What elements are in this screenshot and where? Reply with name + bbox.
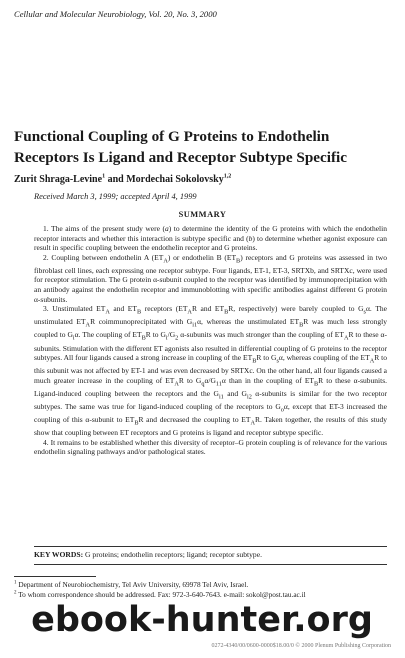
author-line [14, 174, 231, 185]
summary-heading: SUMMARY [178, 210, 227, 219]
author-name: Zurit Shraga-Levine [14, 174, 103, 185]
summary-paragraph: 1. The aims of the present study were (a) to determine the identity of the G proteins with which the endothelin receptor interacts and whether this interaction is subtype specific and (b) to determine whether agonist exposure can result in specific coupling between the endothelin receptor and G proteins. [34, 224, 387, 253]
footnote-rule [14, 576, 96, 577]
footnote-mark: 1 [14, 580, 17, 586]
author-conjunction: and [105, 174, 127, 185]
footnote-mark: 2 [14, 590, 17, 596]
received-dates: Received March 3, 1999; accepted April 4, 1999 [34, 192, 197, 201]
journal-header: Cellular and Molecular Neurobiology, Vol. 20, No. 3, 2000 [14, 9, 217, 19]
summary-body [34, 224, 387, 457]
summary-paragraph: 3. Unstimulated $ET_A$ and $ET_B$ receptors ($ET_AR$ and $ET_BR$, respectively) were barely coupled to $G_s\alpha$. The unstimulated $ET_AR$ coimmunoprecipitated with $G_{i1}\alpha$, whereas the unstimulated $ET_BR$ was much less strongly coupled to $G_i\alpha$. The coupling of $ET_BR$ to $G_i/G_2$ α-subunits was much stronger than the coupling of $ET_AR$ to these α-subunits. Stimulation with the different ET agonists also resulted in differential coupling of G proteins to the receptor subtypes. All four ligands caused a strong increase in coupling of the $ET_BR$ to $G_s\alpha$, whereas coupling of the $ET_AR$ to this subunit was not affected by ET-1 and was even decreased by SRTXc. On the other hand, all four ligands caused a much greater increase in the coupling of $ET_AR$ to $G_q\alpha/G_{11}\alpha$ than in the coupling of $ET_BR$ to these α-subunits. Ligand-induced coupling between the receptors and the $G_{i1}$ and $G_{i2}$ α-subunits is similar for the two receptor subtypes. The same was true for ligand-induced coupling of the receptors to $G_o\alpha$, except that ET-3 increased the coupling of this α-subunit to $ET_BR$ and decreased the coupling to $ET_AR$. Taken together, the results of this study show that coupling between ET receptors and G proteins is ligand and receptor subtype specific. [34, 304, 388, 438]
summary-paragraph: 4. It remains to be established whether this diversity of receptor–G protein coupling is of relevance for the various endothelin signaling pathways and/or pathological states. [34, 437, 387, 457]
publisher-id: 0272-4340/00/0600-0000$18.00/0 © 2000 Plenum Publishing Corporation [211, 643, 391, 649]
keywords-label: KEY WORDS: [34, 550, 84, 559]
keywords-text: G proteins; endothelin receptors; ligand; receptor subtype. [83, 550, 262, 559]
watermark [14, 596, 391, 640]
footnote-1 [14, 580, 248, 589]
footnote-text: To whom correspondence should be addressed. Fax: 972-3-640-7643. e-mail: sokol@post.tau.ac.il [16, 590, 306, 599]
article-title: Functional Coupling of G Proteins to Endothelin Receptors Is Ligand and Receptor Subtype Specific [14, 128, 348, 166]
affiliation-mark: 1,2 [223, 173, 232, 180]
summary-paragraph: 2. Coupling between endothelin A $(ET_A)$ or endothelin B $(ET_B)$ receptors and G proteins was assessed in two fibroblast cell lines, each expressing one receptor subtype. Four ligands, ET-1, ET-3, SRTXb, and SRTXc, were used for receptor stimulation. The G protein α-subunit coupled to the receptor was identified by immunoprecipitation with an antibody against the endothelin receptor and immunoblotting with specific antibodies against different G protein α-subunits. [34, 252, 387, 304]
affiliation-mark: 1 [102, 173, 106, 180]
author-name: Mordechai Sokolovsky [126, 174, 224, 185]
keywords [34, 550, 387, 559]
footnote-text: Department of Neurobiochemistry, Tel Aviv University, 69978 Tel Aviv, Israel. [16, 580, 249, 589]
keywords-rule-top [34, 546, 387, 547]
watermark-text: ebook-hunter.org [31, 600, 373, 640]
keywords-rule-bottom [34, 564, 387, 565]
